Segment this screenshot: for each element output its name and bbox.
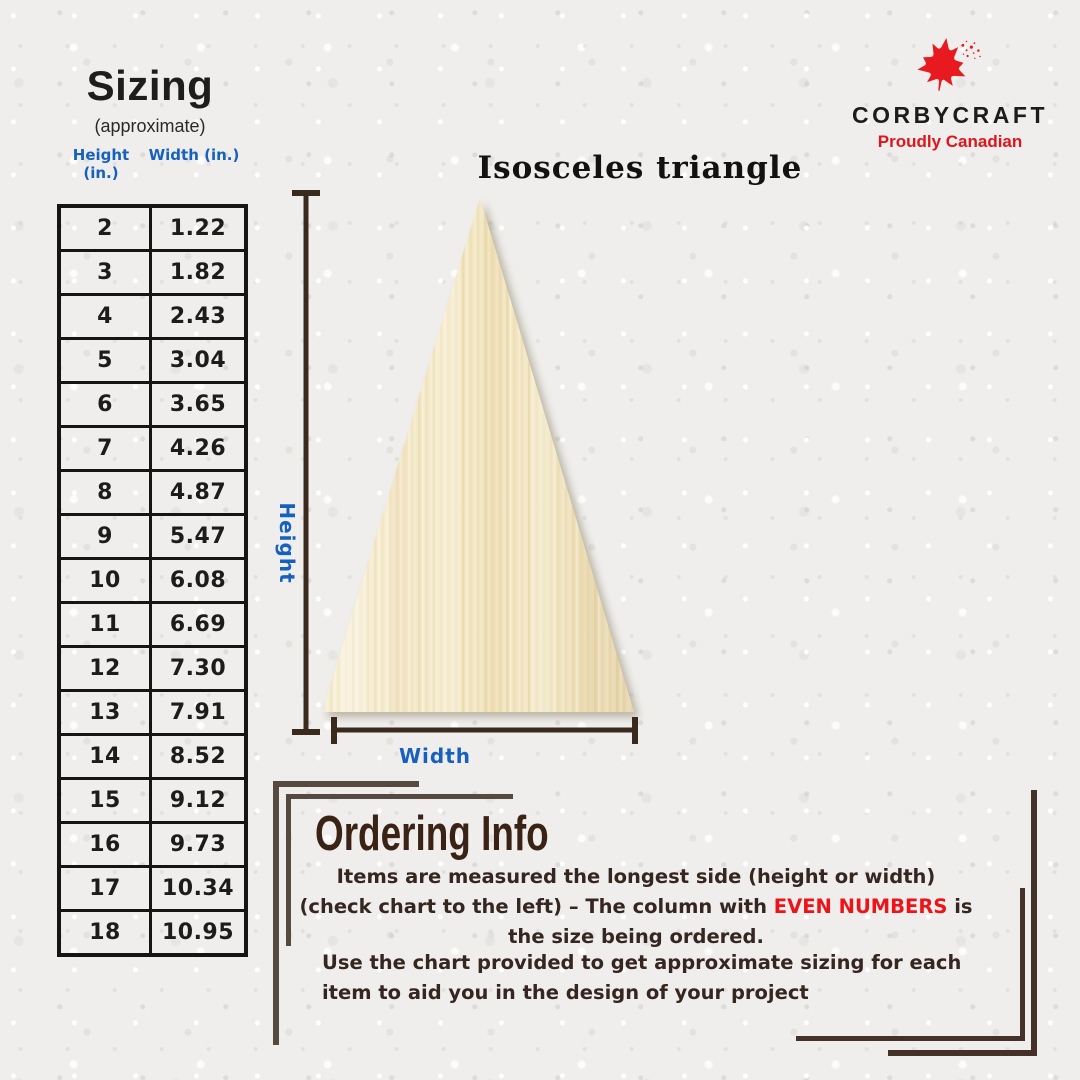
width-cell: 1.82 [151, 251, 247, 295]
height-cell: 16 [59, 823, 151, 867]
triangle-diagram [280, 180, 700, 760]
table-row [59, 603, 246, 647]
table-row [59, 427, 246, 471]
width-cell: 5.47 [151, 515, 247, 559]
width-cell: 9.73 [151, 823, 247, 867]
height-cell: 7 [59, 427, 151, 471]
maple-leaf-icon [875, 34, 1025, 96]
ordering-info-title: Ordering Info [315, 805, 549, 862]
table-row [59, 295, 246, 339]
width-cell: 3.04 [151, 339, 247, 383]
page-title: Sizing [86, 62, 214, 109]
height-cell: 15 [59, 779, 151, 823]
height-cell: 14 [59, 735, 151, 779]
height-cell: 3 [59, 251, 151, 295]
width-cell: 6.08 [151, 559, 247, 603]
width-cell: 7.91 [151, 691, 247, 735]
height-cell: 10 [59, 559, 151, 603]
column-header-height: Height (in.) [72, 146, 130, 182]
table-row [59, 911, 246, 956]
wood-triangle [322, 198, 634, 712]
table-row [59, 471, 246, 515]
width-cell: 4.26 [151, 427, 247, 471]
table-row [59, 867, 246, 911]
width-cell: 1.22 [151, 206, 247, 251]
table-row [59, 735, 246, 779]
height-axis-label: Height [275, 502, 299, 584]
width-cell: 9.12 [151, 779, 247, 823]
table-row [59, 339, 246, 383]
height-cell: 4 [59, 295, 151, 339]
height-cell: 13 [59, 691, 151, 735]
width-cell: 8.52 [151, 735, 247, 779]
sizing-table [57, 204, 248, 957]
height-cell: 17 [59, 867, 151, 911]
width-axis-label: Width [398, 744, 472, 768]
table-row [59, 691, 246, 735]
width-cell: 6.69 [151, 603, 247, 647]
height-cell: 8 [59, 471, 151, 515]
diagram-title: Isosceles triangle [477, 150, 803, 186]
table-row [59, 779, 246, 823]
ordering-paragraph-2: Use the chart provided to get approximate sizing for each item to aid you in the design of your project [322, 951, 962, 1004]
height-cell: 9 [59, 515, 151, 559]
width-cell: 3.65 [151, 383, 247, 427]
height-cell: 12 [59, 647, 151, 691]
height-cell: 11 [59, 603, 151, 647]
brand-tagline: Proudly Canadian [877, 132, 1023, 151]
sizing-table-body [59, 206, 246, 955]
table-row [59, 559, 246, 603]
table-row [59, 206, 246, 251]
width-cell: 2.43 [151, 295, 247, 339]
width-cell: 10.34 [151, 867, 247, 911]
page-subtitle: (approximate) [94, 116, 206, 136]
height-cell: 2 [59, 206, 151, 251]
even-numbers-highlight: EVEN NUMBERS [773, 895, 948, 918]
ordering-p1-text: Items are measured the longest side (height or width) (check chart to the left) – The column with [299, 865, 936, 918]
width-cell: 10.95 [151, 911, 247, 956]
ordering-paragraph-1 [298, 862, 974, 952]
height-cell: 6 [59, 383, 151, 427]
ordering-p1-tail: is the size being ordered. [508, 895, 973, 948]
brand-name: CORBYCRAFT [852, 102, 1048, 128]
width-cell: 4.87 [151, 471, 247, 515]
table-row [59, 515, 246, 559]
table-row [59, 251, 246, 295]
table-row [59, 383, 246, 427]
column-header-width: Width (in.) [148, 146, 240, 164]
table-row [59, 823, 246, 867]
brand-logo [850, 34, 1050, 152]
height-cell: 5 [59, 339, 151, 383]
width-cell: 7.30 [151, 647, 247, 691]
table-row [59, 647, 246, 691]
height-cell: 18 [59, 911, 151, 956]
